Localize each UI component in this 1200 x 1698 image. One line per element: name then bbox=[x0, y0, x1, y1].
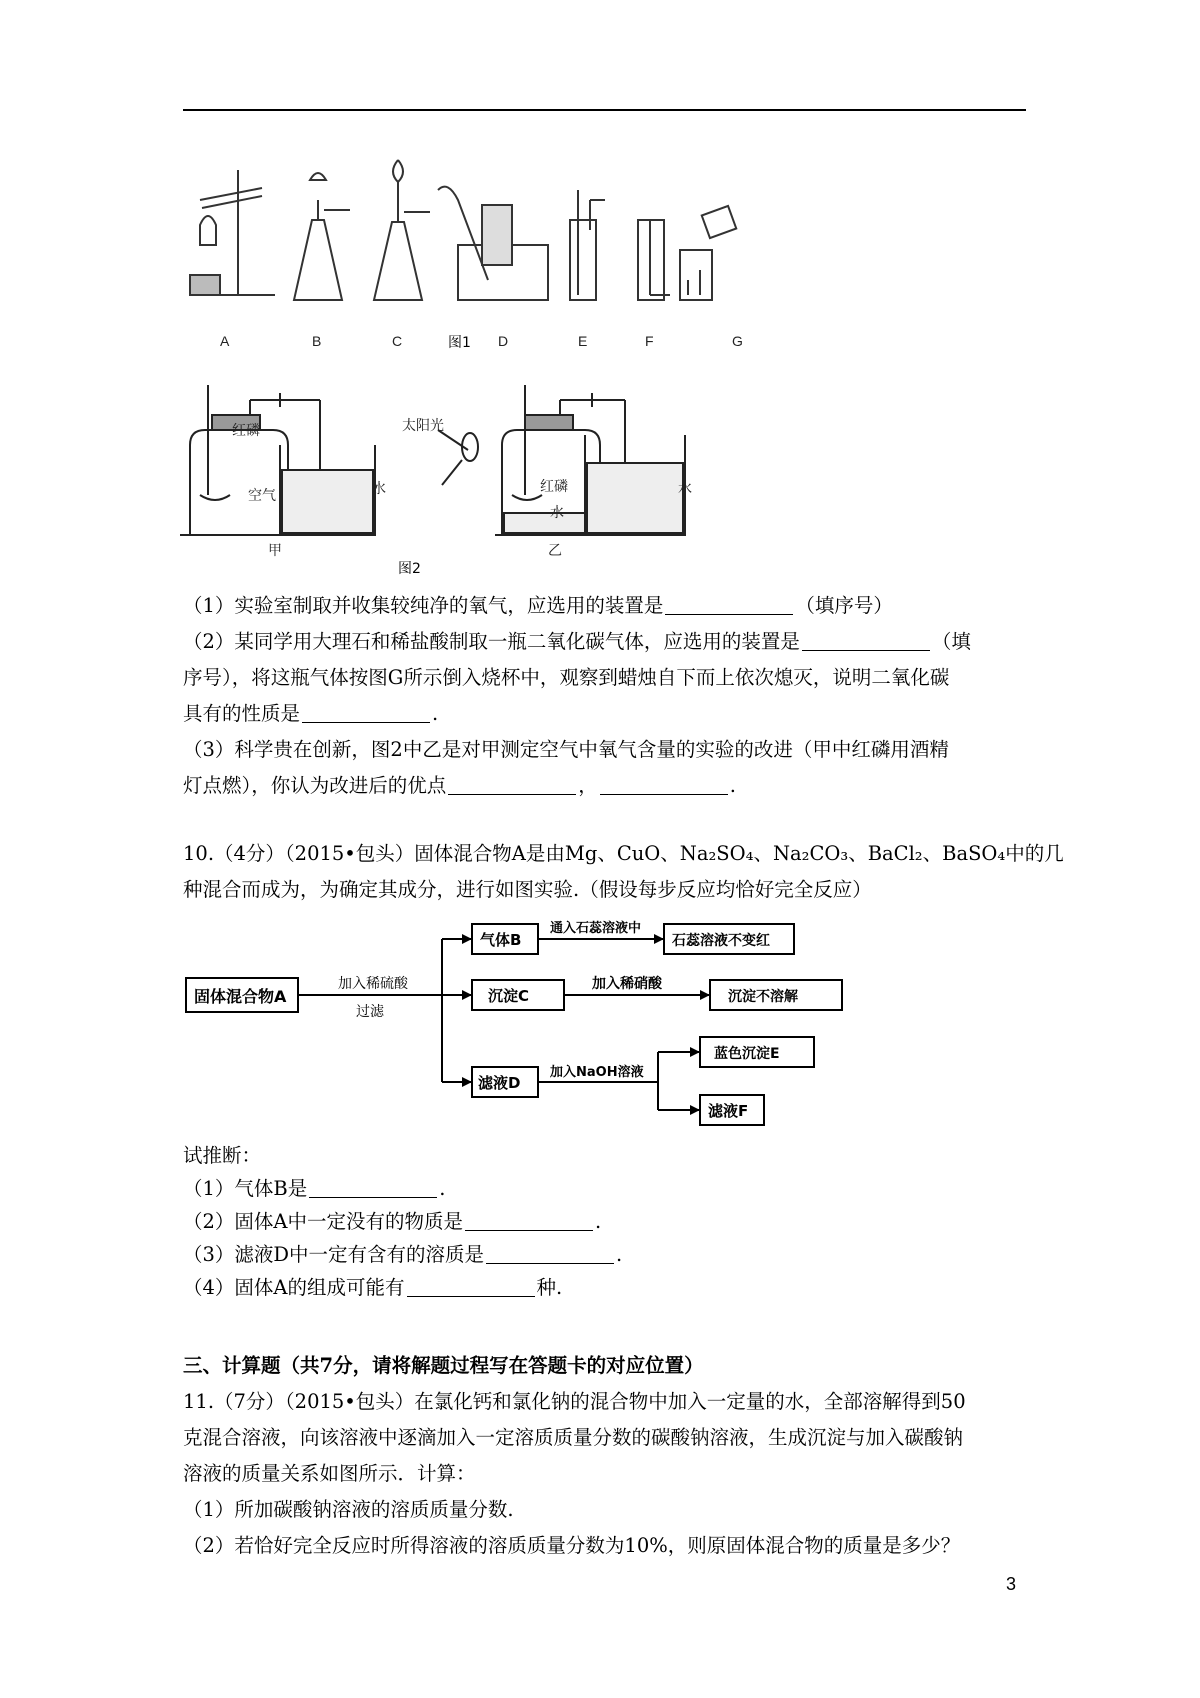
figure-2 bbox=[180, 375, 720, 560]
fig2-yi-red-p: 红磷 bbox=[540, 478, 568, 494]
figure-1 bbox=[180, 150, 800, 360]
fig1-label-c: C bbox=[392, 333, 403, 349]
fig2-jia-water: 水 bbox=[372, 480, 386, 496]
q9-blank-1[interactable] bbox=[665, 594, 793, 615]
fig2-jia-air: 空气 bbox=[248, 487, 276, 503]
q10-infer: 试推断： bbox=[183, 1144, 262, 1167]
fig1-label-e: E bbox=[578, 333, 588, 349]
fig2-jia-label: 甲 bbox=[268, 542, 282, 558]
fig2-yi-label: 乙 bbox=[548, 542, 562, 558]
flow-gas: 气体B bbox=[480, 931, 522, 949]
q9-blank-2[interactable] bbox=[802, 630, 930, 651]
fig1-label-b: B bbox=[312, 333, 322, 349]
flow-start: 固体混合物A bbox=[194, 987, 287, 1006]
flow-blue-ppt: 蓝色沉淀E bbox=[714, 1046, 780, 1062]
q9-blank-4[interactable] bbox=[448, 774, 576, 795]
q11-line-3: 溶液的质量关系如图所示．计算： bbox=[183, 1462, 476, 1485]
fig2-yi-sunlight: 太阳光 bbox=[402, 417, 444, 433]
q10-blank-3[interactable] bbox=[486, 1243, 614, 1264]
section-3-title: 三、计算题（共7分，请将解题过程写在答题卡的对应位置） bbox=[183, 1354, 704, 1377]
q11-line-5: （2）若恰好完全反应时所得溶液的溶质质量分数为10%，则原固体混合物的质量是多少？ bbox=[183, 1534, 961, 1557]
fig1-label-a: A bbox=[220, 333, 230, 349]
figure-1-caption: 图1 bbox=[448, 335, 471, 351]
flow-ppt-step: 加入稀硝酸 bbox=[592, 976, 662, 992]
figure-2-caption: 图2 bbox=[398, 561, 421, 577]
page-number: 3 bbox=[1006, 1574, 1017, 1594]
flow-gas-result: 石蕊溶液不变红 bbox=[672, 933, 770, 949]
flow-filtrate: 滤液D bbox=[478, 1074, 521, 1092]
q11-line-2: 克混合溶液，向该溶液中逐滴加入一定溶质质量分数的碳酸钠溶液，生成沉淀与加入碳酸钠 bbox=[183, 1426, 964, 1449]
flow-gas-step: 通入石蕊溶液中 bbox=[550, 921, 642, 936]
q9-line-4: 具有的性质是 . bbox=[183, 702, 439, 725]
flow-ppt: 沉淀C bbox=[488, 987, 530, 1005]
q10-blank-1[interactable] bbox=[309, 1177, 437, 1198]
q9-line-6: 灯点燃），你认为改进后的优点 ， . bbox=[183, 774, 736, 797]
q10-answer-2: （2）固体A中一定没有的物质是 . bbox=[183, 1210, 602, 1233]
q10-line-2: 种混合而成为，为确定其成分，进行如图实验.（假设每步反应均恰好完全反应） bbox=[183, 878, 872, 901]
q10-line-1: 10.（4分）（2015•包头）固体混合物A是由Mg、CuO、Na₂SO₄、Na₂CO₃、BaCl₂、BaSO₄中的几 bbox=[183, 842, 1064, 865]
fig1-label-f: F bbox=[645, 333, 654, 349]
q9-line-2: （2）某同学用大理石和稀盐酸制取一瓶二氧化碳气体，应选用的装置是 （填 bbox=[183, 630, 971, 653]
q10-blank-4[interactable] bbox=[407, 1276, 535, 1297]
q9-line-5: （3）科学贵在创新，图2中乙是对甲测定空气中氧气含量的实验的改进（甲中红磷用酒精 bbox=[183, 738, 949, 761]
q10-answer-1: （1）气体B是 . bbox=[183, 1177, 446, 1200]
fig2-yi-water: 水 bbox=[678, 480, 692, 496]
fig2-yi-water-in: 水 bbox=[550, 504, 564, 520]
q9-blank-5[interactable] bbox=[600, 774, 728, 795]
q11-line-4: （1）所加碳酸钠溶液的溶质质量分数. bbox=[183, 1498, 514, 1521]
fig1-label-d: D bbox=[498, 333, 509, 349]
header-rule bbox=[183, 109, 1026, 111]
q11-line-1: 11.（7分）（2015•包头）在氯化钙和氯化钠的混合物中加入一定量的水，全部溶解得到50 bbox=[183, 1390, 966, 1413]
q9-line-3: 序号），将这瓶气体按图G所示倒入烧杯中，观察到蜡烛自下而上依次熄灭，说明二氧化碳 bbox=[183, 666, 950, 689]
flow-step1-bottom: 过滤 bbox=[356, 1004, 384, 1020]
q10-flowchart bbox=[180, 912, 900, 1142]
flow-filtrate-step: 加入NaOH溶液 bbox=[550, 1065, 644, 1080]
q10-answer-4: （4）固体A的组成可能有 种. bbox=[183, 1276, 563, 1299]
q9-blank-3[interactable] bbox=[302, 702, 430, 723]
q10-blank-2[interactable] bbox=[465, 1210, 593, 1231]
fig2-jia-red-p: 红磷 bbox=[232, 422, 260, 438]
q9-line-1: （1）实验室制取并收集较纯净的氧气，应选用的装置是 （填序号） bbox=[183, 594, 893, 617]
flow-step1-top: 加入稀硫酸 bbox=[338, 976, 408, 992]
flow-filtrate-f: 滤液F bbox=[708, 1102, 749, 1120]
fig1-label-g: G bbox=[732, 333, 743, 349]
flow-ppt-result: 沉淀不溶解 bbox=[728, 989, 798, 1005]
q10-answer-3: （3）滤液D中一定有含有的溶质是 . bbox=[183, 1243, 623, 1266]
